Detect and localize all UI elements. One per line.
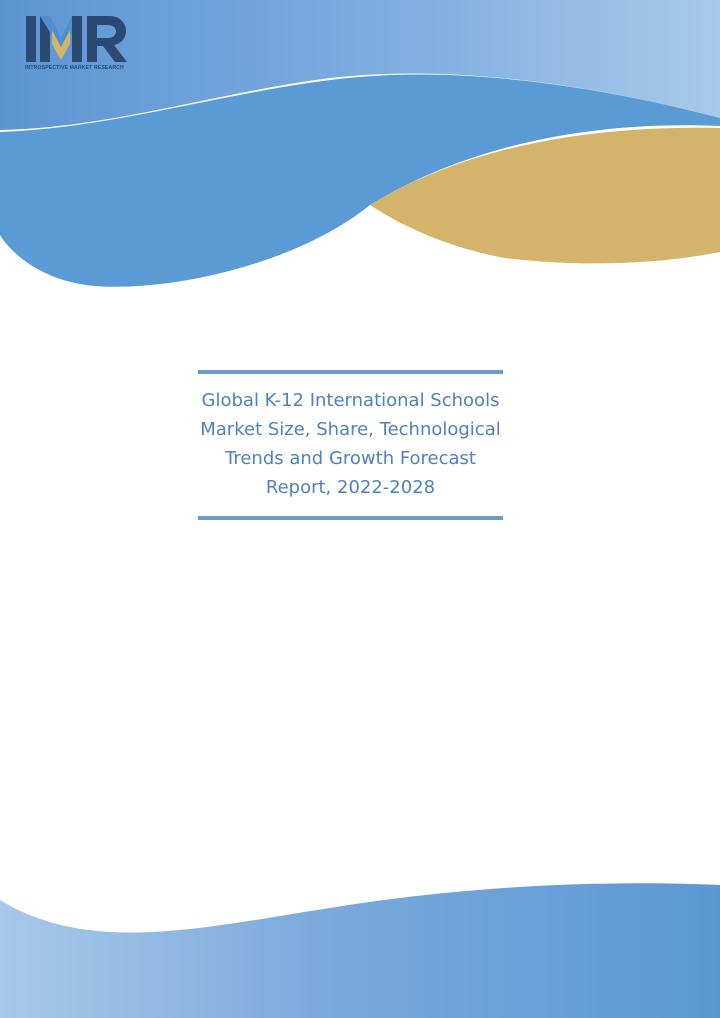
title-rule-bottom bbox=[198, 516, 503, 520]
logo-tagline: INTROSPECTIVE MARKET RESEARCH bbox=[25, 65, 124, 71]
bottom-wave bbox=[0, 883, 720, 1018]
report-title-line: Report, 2022-2028 bbox=[265, 477, 436, 498]
logo-mark bbox=[25, 14, 129, 64]
title-rule-top bbox=[198, 370, 503, 374]
report-title-line: Market Size, Share, Technological bbox=[200, 419, 501, 440]
imr-logo bbox=[25, 14, 129, 76]
title-block bbox=[198, 370, 503, 520]
report-title bbox=[198, 386, 503, 502]
report-title-line: Global K-12 International Schools bbox=[201, 390, 500, 411]
report-title-line: Trends and Growth Forecast bbox=[225, 448, 476, 469]
